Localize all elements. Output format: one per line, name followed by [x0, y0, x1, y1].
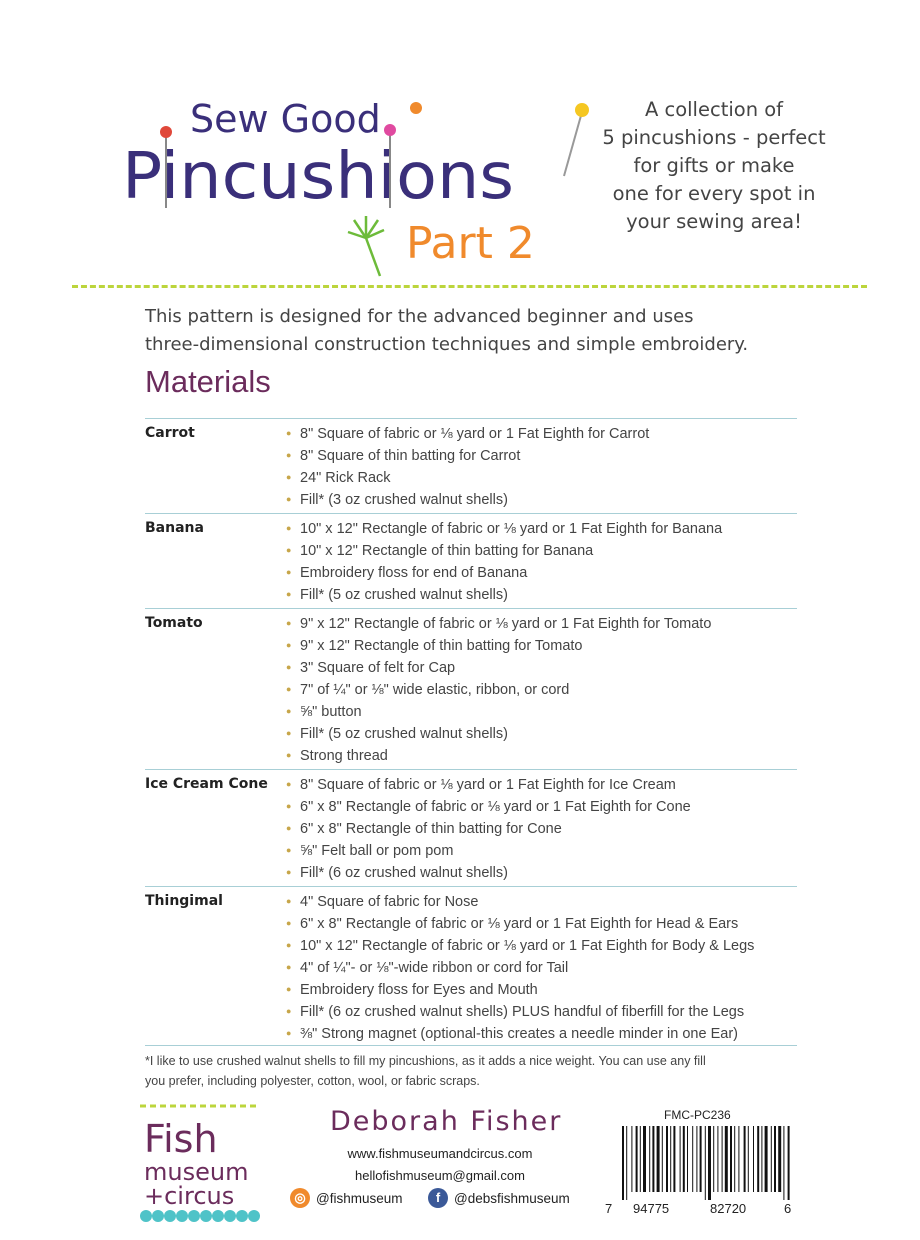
instagram-handle[interactable]: ◎ @fishmuseum	[290, 1188, 402, 1208]
list-item: ● Fill* (6 oz crushed walnut shells) PLUS handful of fiberfill for the Legs	[286, 1004, 745, 1020]
category-ice-cream-cone: Ice Cream Cone	[145, 776, 268, 792]
list-item: ● Fill* (5 oz crushed walnut shells)	[286, 587, 508, 603]
product-sku: FMC-PC236	[664, 1108, 731, 1122]
website-link[interactable]: www.fishmuseumandcircus.com	[347, 1146, 533, 1161]
table-rule	[145, 513, 797, 514]
category-banana: Banana	[145, 520, 204, 536]
fill-footnote: *I like to use crushed walnut shells to fill my pincushions, as it adds a nice weight. You can use any fill you prefer, including polyester, cotton, wool, or fabric scraps.	[145, 1054, 706, 1088]
pincushions-logo	[118, 80, 578, 280]
list-item: ● 10" x 12" Rectangle of fabric or ⅛ yard or 1 Fat Eighth for Banana	[286, 521, 723, 537]
table-rule	[145, 418, 797, 419]
category-thingimal: Thingimal	[145, 893, 223, 909]
list-item: ● Fill* (5 oz crushed walnut shells)	[286, 726, 508, 742]
thingimal-items	[286, 890, 754, 1044]
list-item: ● Fill* (6 oz crushed walnut shells)	[286, 865, 508, 881]
list-item: ● 10" x 12" Rectangle of fabric or ⅛ yard or 1 Fat Eighth for Body & Legs	[286, 938, 755, 954]
barcode-digit-first: 7	[605, 1201, 613, 1216]
svg-text:+circus: +circus	[144, 1182, 235, 1210]
list-item: ● 4" Square of fabric for Nose	[286, 894, 479, 910]
svg-text:museum: museum	[144, 1158, 249, 1186]
list-item: ● 24" Rick Rack	[286, 470, 391, 486]
list-item: ● 8" Square of fabric or ⅛ yard or 1 Fat Eighth for Ice Cream	[286, 777, 676, 793]
author-name: Deborah Fisher	[330, 1106, 563, 1137]
ice-cream-cone-items	[286, 773, 691, 883]
barcode-digit-last: 6	[784, 1201, 792, 1216]
logo-line-sew-good: Sew Good	[190, 97, 381, 141]
table-rule	[145, 769, 797, 770]
list-item: ● 7" of ¼" or ⅛" wide elastic, ribbon, or cord	[286, 682, 570, 698]
list-item: ● 8" Square of thin batting for Carrot	[286, 448, 521, 464]
category-tomato: Tomato	[145, 615, 203, 631]
list-item: ● 4" of ¼"- or ⅛"-wide ribbon or cord for Tail	[286, 960, 569, 976]
button-icon	[410, 102, 422, 114]
carrot-items	[286, 422, 649, 510]
facebook-handle[interactable]: f @debsfishmuseum	[428, 1188, 570, 1208]
banana-items	[286, 517, 722, 605]
list-item: ● 9" x 12" Rectangle of fabric or ⅛ yard or 1 Fat Eighth for Tomato	[286, 616, 712, 632]
logo-line-pincushions: Pincushions	[122, 140, 514, 214]
intro-text: This pattern is designed for the advanced beginner and uses three-dimensional construction techniques and simple embroidery.	[145, 306, 749, 355]
instagram-icon: ◎	[290, 1188, 310, 1208]
table-rule	[145, 886, 797, 887]
list-item: ● Embroidery floss for Eyes and Mouth	[286, 982, 538, 998]
category-carrot: Carrot	[145, 425, 195, 441]
list-item: ● 6" x 8" Rectangle of fabric or ⅛ yard or 1 Fat Eighth for Head & Ears	[286, 916, 739, 932]
barcode-digits-left: 94775	[633, 1201, 670, 1216]
list-item: ● ⅝" button	[286, 704, 362, 720]
list-item: ● Fill* (3 oz crushed walnut shells)	[286, 492, 508, 508]
list-item: ● 6" x 8" Rectangle of fabric or ⅛ yard or 1 Fat Eighth for Cone	[286, 799, 691, 815]
table-rule	[145, 1045, 797, 1046]
facebook-icon: f	[428, 1188, 448, 1208]
svg-text:Fish: Fish	[144, 1117, 218, 1161]
collection-blurb: A collection of 5 pincushions - perfect for gifts or make one for every spot in your sewing area!	[602, 98, 826, 233]
fish-museum-circus-logo	[136, 1100, 266, 1226]
table-rule	[145, 608, 797, 609]
list-item: ● 8" Square of fabric or ⅛ yard or 1 Fat Eighth for Carrot	[286, 426, 650, 442]
list-item: ● ⅝" Felt ball or pom pom	[286, 843, 454, 859]
logo-line-part-2: Part 2	[406, 218, 535, 269]
barcode-icon	[620, 1126, 792, 1200]
dashed-divider	[72, 285, 867, 288]
list-item: ● 10" x 12" Rectangle of thin batting for Banana	[286, 543, 594, 559]
list-item: ● 6" x 8" Rectangle of thin batting for Cone	[286, 821, 562, 837]
list-item: ● Embroidery floss for end of Banana	[286, 565, 528, 581]
list-item: ● ⅜" Strong magnet (optional-this creates a needle minder in one Ear)	[286, 1026, 738, 1042]
list-item: ● 9" x 12" Rectangle of thin batting for Tomato	[286, 638, 583, 654]
materials-heading: Materials	[145, 364, 271, 399]
tomato-items	[286, 612, 711, 766]
email-link[interactable]: hellofishmuseum@gmail.com	[355, 1168, 525, 1183]
list-item: ● Strong thread	[286, 748, 388, 764]
list-item: ● 3" Square of felt for Cap	[286, 660, 456, 676]
dandelion-icon	[348, 216, 384, 276]
barcode-digits-right: 82720	[710, 1201, 747, 1216]
pin-illustration	[560, 100, 590, 180]
